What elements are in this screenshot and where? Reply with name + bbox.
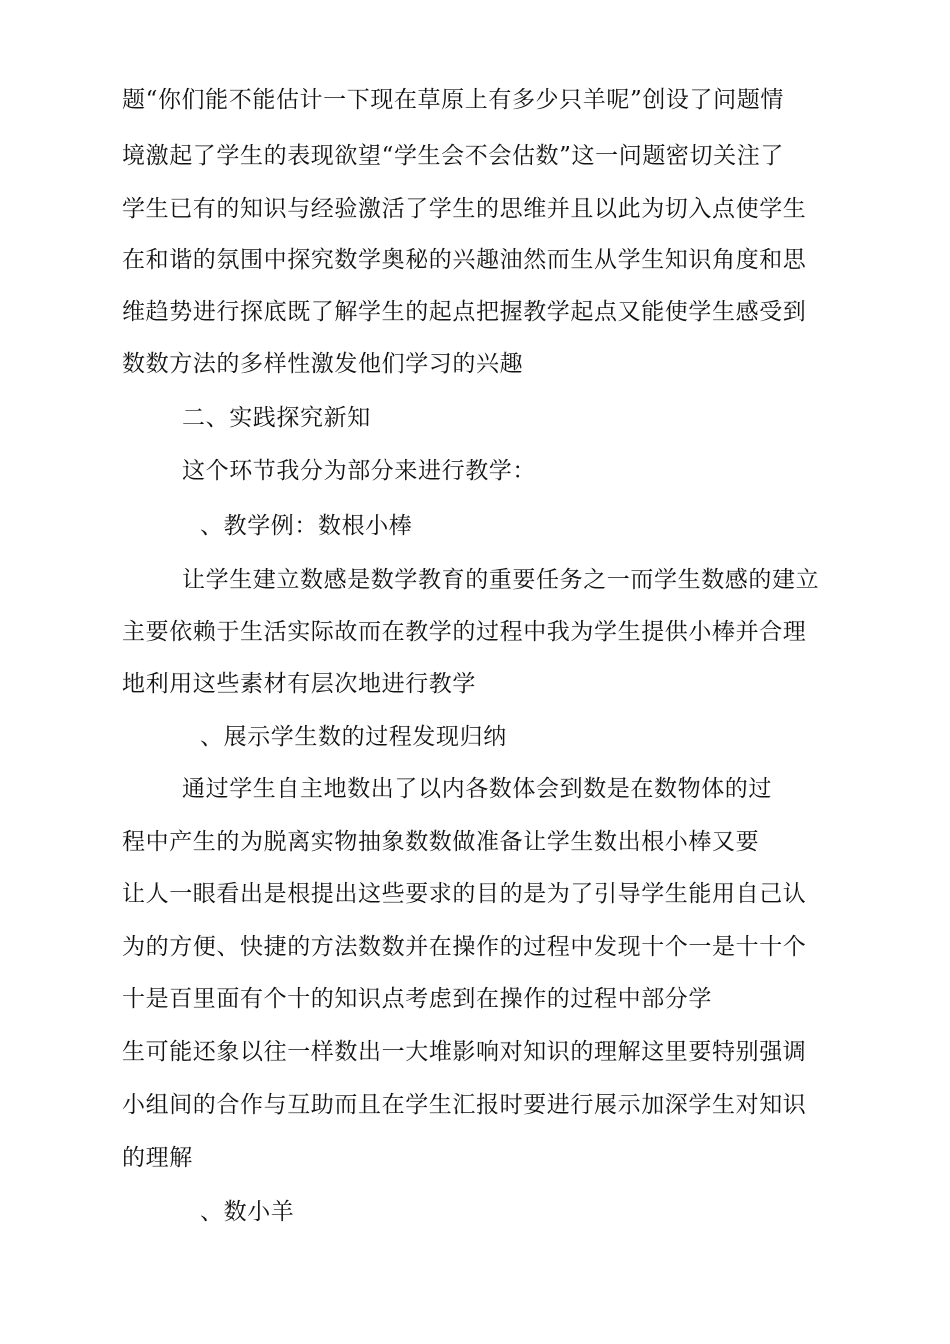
subsection-heading-2: 、展示学生数的过程发现归纳: [200, 724, 507, 750]
text-line-10: 让学生建立数感是数学教育的重要任务之一而学生数感的建立: [182, 567, 820, 593]
text-line-14: 通过学生自主地数出了以内各数体会到数是在数物体的过: [182, 776, 772, 802]
text-line-8: 这个环节我分为部分来进行教学：: [182, 458, 536, 484]
text-line-4: 在和谐的氛围中探究数学奥秘的兴趣油然而生从学生知识角度和思: [122, 247, 807, 273]
text-line-1: 题“你们能不能估计一下现在草原上有多少只羊呢”创设了问题情: [122, 87, 784, 113]
subsection-heading-1: 、教学例：数根小棒: [200, 513, 413, 539]
text-line-11: 主要依赖于生活实际故而在教学的过程中我为学生提供小棒并合理: [122, 619, 807, 645]
text-line-2: 境激起了学生的表现欲望“学生会不会估数”这一问题密切关注了: [122, 143, 784, 169]
text-line-16: 让人一眼看出是根提出这些要求的目的是为了引导学生能用自己认: [122, 881, 807, 907]
text-line-5: 维趋势进行探底既了解学生的起点把握教学起点又能使学生感受到: [122, 299, 807, 325]
text-line-6: 数数方法的多样性激发他们学习的兴趣: [122, 351, 524, 377]
text-line-3: 学生已有的知识与经验激活了学生的思维并且以此为切入点使学生: [122, 196, 807, 222]
section-heading: 二、实践探究新知: [182, 405, 371, 431]
text-line-18: 十是百里面有个十的知识点考虑到在操作的过程中部分学: [122, 986, 712, 1012]
text-line-21: 的理解: [122, 1145, 193, 1171]
text-line-19: 生可能还象以往一样数出一大堆影响对知识的理解这里要特别强调: [122, 1039, 807, 1065]
subsection-heading-3: 、数小羊: [200, 1199, 295, 1225]
text-line-17: 为的方便、快捷的方法数数并在操作的过程中发现十个一是十十个: [122, 934, 807, 960]
text-line-15: 程中产生的为脱离实物抽象数数做准备让学生数出根小棒又要: [122, 829, 760, 855]
text-line-12: 地利用这些素材有层次地进行教学: [122, 671, 476, 697]
text-line-20: 小组间的合作与互助而且在学生汇报时要进行展示加深学生对知识: [122, 1092, 807, 1118]
